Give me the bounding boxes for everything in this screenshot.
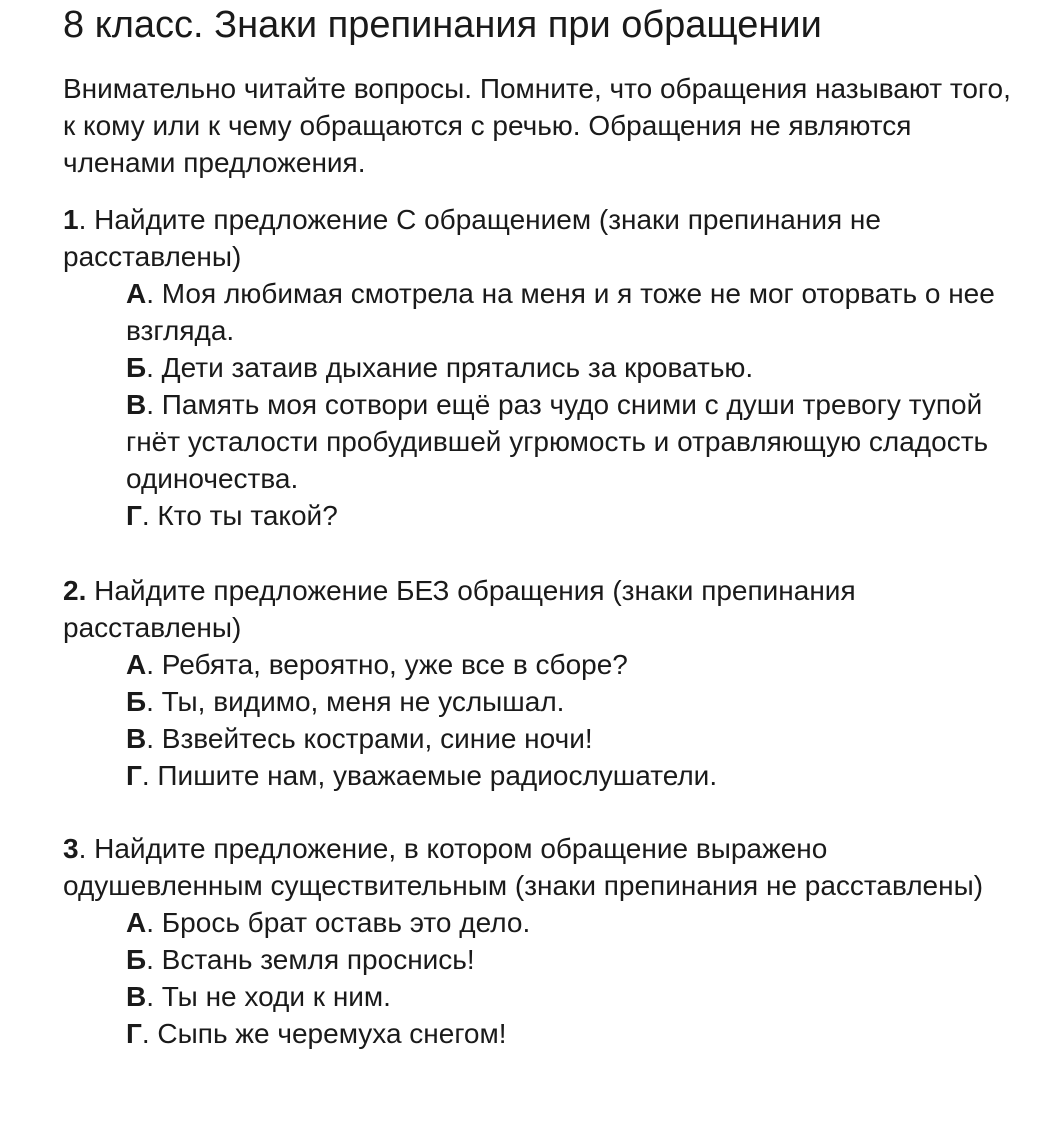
option-text: . Ребята, вероятно, уже все в сборе? — [146, 649, 628, 680]
option-text: . Ты, видимо, меня не услышал. — [146, 686, 565, 717]
option-a — [126, 275, 1023, 349]
question-1-number-suffix: . — [78, 204, 87, 235]
option-text: . Пишите нам, уважаемые радиослушатели. — [141, 760, 718, 791]
option-letter: В — [126, 389, 147, 420]
option-text: . Дети затаив дыхание прятались за кроватью. — [146, 352, 754, 383]
question-2-text: Найдите предложение БЕЗ обращения (знаки препинания расставлены) — [63, 575, 856, 643]
option-letter: Г — [126, 1018, 142, 1049]
question-3-number-suffix: . — [78, 833, 87, 864]
option-letter: Б — [126, 686, 147, 717]
option-text: . Моя любимая смотрела на меня и я тоже не мог оторвать о нее взгляда. — [126, 278, 995, 346]
option-b — [126, 349, 1023, 386]
question-3 — [63, 830, 1023, 904]
option-g — [126, 757, 1023, 794]
option-letter: Г — [126, 760, 142, 791]
option-letter: Б — [126, 944, 147, 975]
option-text: . Взвейтесь кострами, синие ночи! — [146, 723, 593, 754]
option-a — [126, 646, 1023, 683]
question-3-options — [126, 904, 1023, 1052]
option-letter: Г — [126, 500, 142, 531]
option-text: . Память моя сотвори ещё раз чудо сними с души тревогу тупой гнёт усталости пробудившей угрюмость и отравляющую сладость одиночества. — [126, 389, 989, 494]
option-text: . Кто ты такой? — [141, 500, 338, 531]
option-a — [126, 904, 1023, 941]
option-g — [126, 497, 1023, 534]
question-1-number: 1 — [63, 204, 79, 235]
question-2-number: 2. — [63, 575, 87, 606]
option-text: . Ты не ходи к ним. — [146, 981, 391, 1012]
question-1-options — [126, 275, 1023, 534]
option-letter: Б — [126, 352, 147, 383]
option-b — [126, 941, 1023, 978]
option-text: . Встань земля проснись! — [146, 944, 475, 975]
option-text: . Сыпь же черемуха снегом! — [141, 1018, 507, 1049]
option-v — [126, 720, 1023, 757]
question-2-options — [126, 646, 1023, 794]
option-v — [126, 386, 1023, 497]
question-2 — [63, 572, 1023, 646]
intro-paragraph: Внимательно читайте вопросы. Помните, что обращения называют того, к кому или к чему обращаются с речью. Обращения не являются членами предложения. — [63, 73, 1011, 178]
question-1 — [63, 201, 1023, 275]
option-letter: А — [126, 907, 147, 938]
option-b — [126, 683, 1023, 720]
document-page — [63, 0, 1023, 1052]
option-g — [126, 1015, 1023, 1052]
option-letter: В — [126, 981, 147, 1012]
page-title: 8 класс. Знаки препинания при обращении — [63, 4, 822, 46]
option-letter: В — [126, 723, 147, 754]
option-letter: А — [126, 278, 147, 309]
question-3-number: 3 — [63, 833, 79, 864]
option-text: . Брось брат оставь это дело. — [146, 907, 531, 938]
question-3-text: Найдите предложение, в котором обращение выражено одушевленным существительным (знаки препинания не расставлены) — [63, 833, 984, 901]
option-letter: А — [126, 649, 147, 680]
question-1-text: Найдите предложение С обращением (знаки препинания не расставлены) — [63, 204, 881, 272]
option-v — [126, 978, 1023, 1015]
